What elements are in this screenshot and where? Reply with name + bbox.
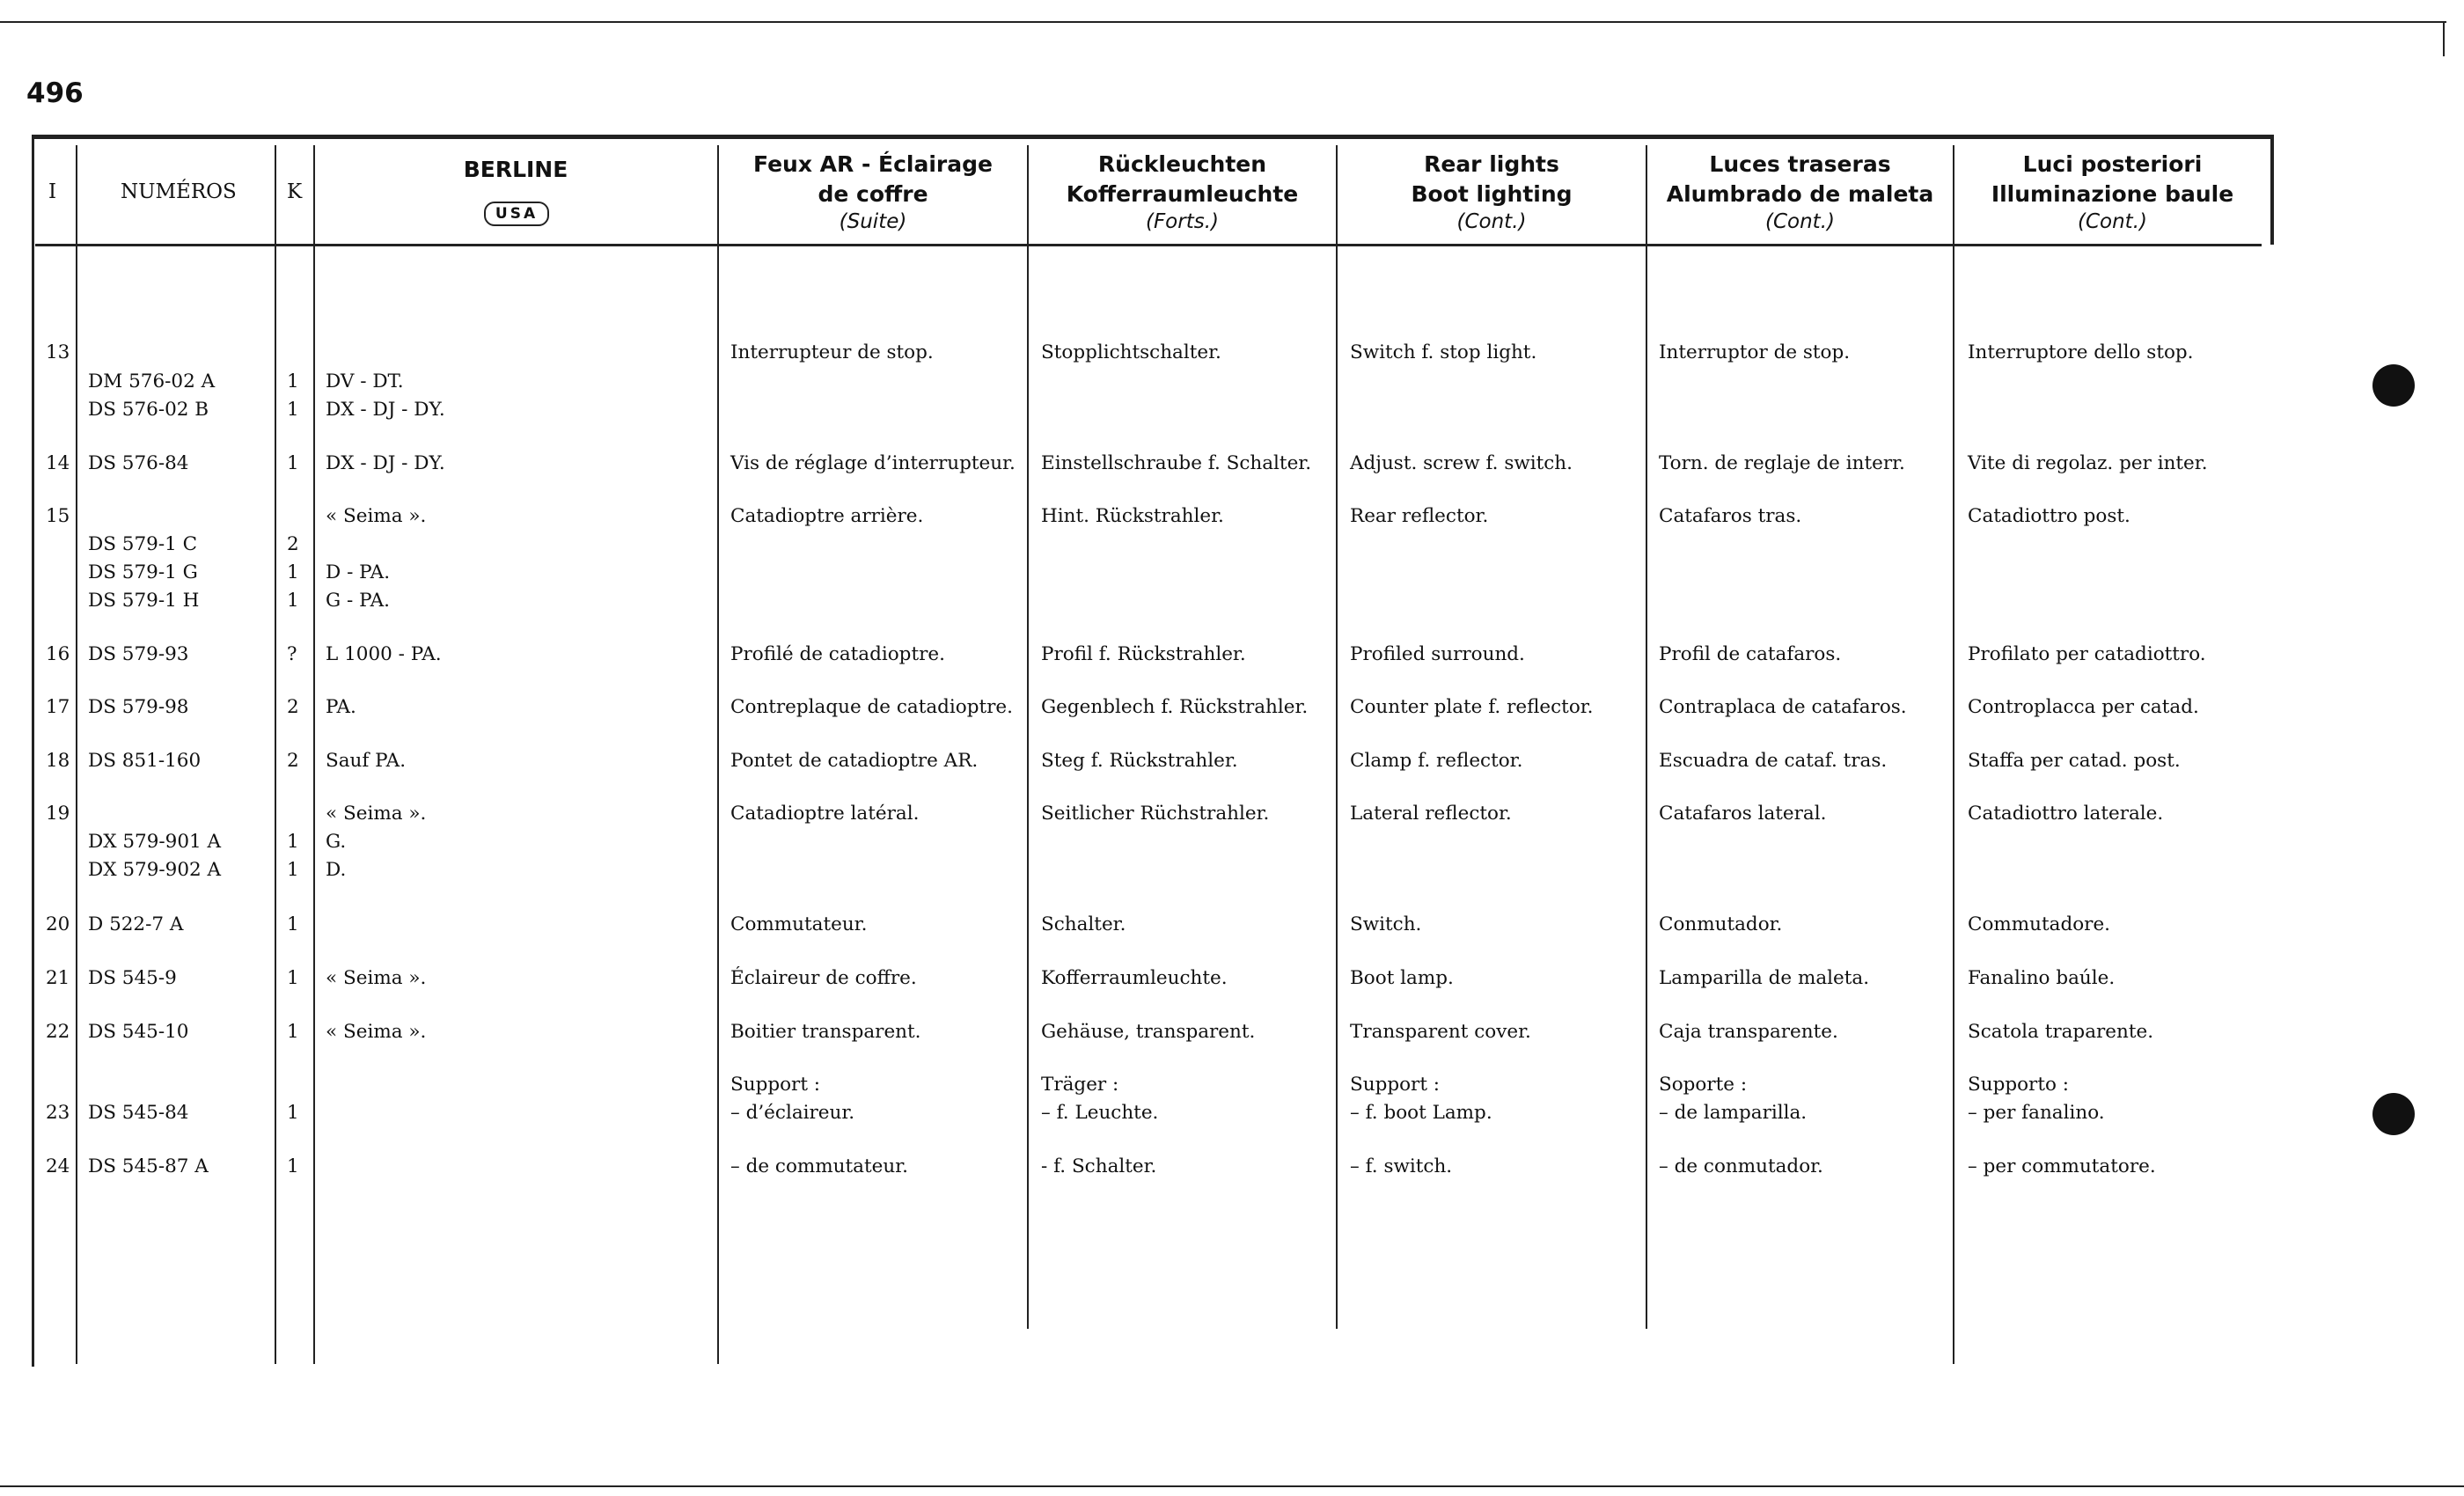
page-number: 496 [26, 77, 84, 109]
col-sep [76, 145, 77, 1364]
row-19-it: – per commutatore. [1968, 1155, 2156, 1177]
header-es-line1: Luces traseras [1709, 151, 1891, 177]
row-14-fr: Commutateur. [730, 913, 868, 935]
row-9-en: Counter plate f. reflector. [1350, 696, 1594, 718]
row-10-en: Clamp f. reflector. [1350, 750, 1523, 772]
row-0-i: 13 [46, 341, 70, 363]
row-12-k: 1 [287, 831, 299, 853]
row-16-i: 22 [46, 1021, 70, 1043]
header-it-line3: (Cont.) [2078, 210, 2147, 233]
row-9-i: 17 [46, 696, 70, 718]
row-4-de: Hint. Rückstrahler. [1041, 505, 1224, 527]
row-9-berline: PA. [326, 696, 356, 718]
row-10-fr: Pontet de catadioptre AR. [730, 750, 979, 772]
row-16-es: Caja transparente. [1659, 1021, 1838, 1043]
col-sep [1336, 145, 1338, 1329]
header-it-line2: Illuminazione baule [1991, 181, 2234, 207]
row-3-it: Vite di regolaz. per inter. [1968, 452, 2208, 474]
row-0-fr: Interrupteur de stop. [730, 341, 934, 363]
row-3-de: Einstellschraube f. Schalter. [1041, 452, 1312, 474]
row-8-fr: Profilé de catadioptre. [730, 643, 945, 665]
row-16-k: 1 [287, 1021, 299, 1043]
table-top-border [32, 135, 2274, 139]
row-9-fr: Contreplaque de catadioptre. [730, 696, 1013, 718]
row-16-num: DS 545-10 [88, 1021, 189, 1043]
header-numeros: NUMÉROS [121, 180, 237, 203]
row-15-fr: Éclaireur de coffre. [730, 967, 917, 989]
top-rule-end [2443, 23, 2445, 56]
binder-hole-mark [2372, 1093, 2415, 1135]
row-18-en: – f. boot Lamp. [1350, 1102, 1492, 1124]
row-0-es: Interruptor de stop. [1659, 341, 1851, 363]
header-de-line3: (Forts.) [1145, 210, 1219, 233]
header-k: K [287, 180, 303, 203]
header-fr-line2: de coffre [818, 181, 928, 207]
row-3-num: DS 576-84 [88, 452, 189, 474]
header-es-line3: (Cont.) [1765, 210, 1835, 233]
header-en-line2: Boot lighting [1411, 181, 1573, 207]
usa-badge: USA [484, 202, 549, 226]
table-right-border [2270, 135, 2274, 245]
row-0-en: Switch f. stop light. [1350, 341, 1537, 363]
row-3-es: Torn. de reglaje de interr. [1659, 452, 1905, 474]
row-16-en: Transparent cover. [1350, 1021, 1531, 1043]
row-6-num: DS 579-1 G [88, 561, 198, 583]
row-8-berline: L 1000 - PA. [326, 643, 442, 665]
col-sep [1027, 145, 1029, 1329]
row-11-es: Catafaros lateral. [1659, 803, 1827, 825]
header-es-line2: Alumbrado de maleta [1666, 181, 1934, 207]
row-6-berline: D - PA. [326, 561, 391, 583]
row-0-it: Interruptore dello stop. [1968, 341, 2194, 363]
row-14-it: Commutadore. [1968, 913, 2111, 935]
bottom-rule [0, 1485, 2464, 1487]
row-11-i: 19 [46, 803, 70, 825]
binder-hole-mark [2372, 364, 2415, 407]
header-de-line1: Rückleuchten [1097, 151, 1267, 177]
row-15-berline: « Seima ». [326, 967, 427, 989]
table-left-border [32, 139, 34, 1367]
row-14-en: Switch. [1350, 913, 1422, 935]
row-14-de: Schalter. [1041, 913, 1126, 935]
row-18-es: – de lamparilla. [1659, 1102, 1808, 1124]
row-11-it: Catadiottro laterale. [1968, 803, 2164, 825]
row-4-fr: Catadioptre arrière. [730, 505, 924, 527]
header-fr [719, 150, 1027, 234]
row-4-berline: « Seima ». [326, 505, 427, 527]
row-10-de: Steg f. Rückstrahler. [1041, 750, 1238, 772]
header-it-line1: Luci posteriori [2022, 151, 2203, 177]
row-18-it: – per fanalino. [1968, 1102, 2105, 1124]
row-8-it: Profilato per catadiottro. [1968, 643, 2206, 665]
row-17-de: Träger : [1041, 1074, 1119, 1096]
row-4-it: Catadiottro post. [1968, 505, 2130, 527]
row-14-i: 20 [46, 913, 70, 935]
row-2-berline: DX - DJ - DY. [326, 399, 445, 421]
row-15-k: 1 [287, 967, 299, 989]
row-8-i: 16 [46, 643, 70, 665]
header-fr-line1: Feux AR - Éclairage [753, 151, 993, 177]
row-7-k: 1 [287, 590, 299, 612]
row-16-it: Scatola traparente. [1968, 1021, 2154, 1043]
top-rule [0, 21, 2446, 23]
row-19-num: DS 545-87 A [88, 1155, 209, 1177]
header-es [1647, 150, 1953, 234]
row-19-fr: – de commutateur. [730, 1155, 908, 1177]
row-14-num: D 522-7 A [88, 913, 184, 935]
row-4-i: 15 [46, 505, 70, 527]
row-13-num: DX 579-902 A [88, 859, 222, 881]
row-9-de: Gegenblech f. Rückstrahler. [1041, 696, 1309, 718]
row-18-i: 23 [46, 1102, 70, 1124]
row-10-berline: Sauf PA. [326, 750, 407, 772]
row-9-num: DS 579-98 [88, 696, 189, 718]
row-9-es: Contraplaca de catafaros. [1659, 696, 1907, 718]
col-sep [313, 145, 315, 1364]
col-sep [275, 145, 276, 1364]
header-de [1029, 150, 1336, 234]
row-10-es: Escuadra de cataf. tras. [1659, 750, 1888, 772]
row-10-it: Staffa per catad. post. [1968, 750, 2181, 772]
row-9-k: 2 [287, 696, 299, 718]
row-5-num: DS 579-1 C [88, 533, 198, 555]
row-9-it: Controplacca per catad. [1968, 696, 2199, 718]
row-19-k: 1 [287, 1155, 299, 1177]
row-8-es: Profil de catafaros. [1659, 643, 1842, 665]
header-separator [35, 244, 2262, 246]
header-fr-line3: (Suite) [839, 210, 907, 233]
row-13-berline: D. [326, 859, 347, 881]
row-11-berline: « Seima ». [326, 803, 427, 825]
row-6-k: 1 [287, 561, 299, 583]
col-sep [1646, 145, 1647, 1329]
row-3-k: 1 [287, 452, 299, 474]
row-12-num: DX 579-901 A [88, 831, 222, 853]
header-en-line1: Rear lights [1424, 151, 1559, 177]
row-17-fr: Support : [730, 1074, 821, 1096]
row-4-es: Catafaros tras. [1659, 505, 1802, 527]
row-19-es: – de conmutador. [1659, 1155, 1823, 1177]
row-8-en: Profiled surround. [1350, 643, 1525, 665]
row-3-fr: Vis de réglage d’interrupteur. [730, 452, 1016, 474]
row-16-de: Gehäuse, transparent. [1041, 1021, 1256, 1043]
row-2-num: DS 576-02 B [88, 399, 209, 421]
row-15-num: DS 545-9 [88, 967, 177, 989]
row-4-en: Rear reflector. [1350, 505, 1489, 527]
row-3-en: Adjust. screw f. switch. [1350, 452, 1573, 474]
header-it [1954, 150, 2270, 234]
row-11-de: Seitlicher Rüchstrahler. [1041, 803, 1270, 825]
header-berline [315, 155, 716, 185]
row-14-k: 1 [287, 913, 299, 935]
row-17-es: Soporte : [1659, 1074, 1748, 1096]
row-12-berline: G. [326, 831, 347, 853]
row-15-en: Boot lamp. [1350, 967, 1454, 989]
row-1-k: 1 [287, 370, 299, 392]
row-10-k: 2 [287, 750, 299, 772]
row-10-i: 18 [46, 750, 70, 772]
header-en-line3: (Cont.) [1456, 210, 1527, 233]
row-16-fr: Boitier transparent. [730, 1021, 921, 1043]
row-14-es: Conmutador. [1659, 913, 1783, 935]
row-19-en: – f. switch. [1350, 1155, 1453, 1177]
row-7-berline: G - PA. [326, 590, 390, 612]
row-1-num: DM 576-02 A [88, 370, 216, 392]
row-7-num: DS 579-1 H [88, 590, 200, 612]
row-16-berline: « Seima ». [326, 1021, 427, 1043]
row-3-berline: DX - DJ - DY. [326, 452, 445, 474]
row-3-i: 14 [46, 452, 70, 474]
row-2-k: 1 [287, 399, 299, 421]
row-18-fr: – d’éclaireur. [730, 1102, 855, 1124]
row-15-es: Lamparilla de maleta. [1659, 967, 1870, 989]
row-15-it: Fanalino baúle. [1968, 967, 2116, 989]
row-18-de: – f. Leuchte. [1041, 1102, 1159, 1124]
row-17-it: Supporto : [1968, 1074, 2069, 1096]
row-15-de: Kofferraumleuchte. [1041, 967, 1228, 989]
row-1-berline: DV - DT. [326, 370, 404, 392]
row-18-num: DS 545-84 [88, 1102, 189, 1124]
row-15-i: 21 [46, 967, 70, 989]
row-8-de: Profil f. Rückstrahler. [1041, 643, 1246, 665]
row-10-num: DS 851-160 [88, 750, 202, 772]
row-11-fr: Catadioptre latéral. [730, 803, 920, 825]
row-11-en: Lateral reflector. [1350, 803, 1512, 825]
row-19-i: 24 [46, 1155, 70, 1177]
row-13-k: 1 [287, 859, 299, 881]
header-de-line2: Kofferraumleuchte [1066, 181, 1299, 207]
col-sep [1953, 145, 1954, 1364]
header-en [1338, 150, 1646, 234]
row-8-k: ? [287, 643, 297, 665]
row-0-de: Stopplichtschalter. [1041, 341, 1221, 363]
row-19-de: - f. Schalter. [1041, 1155, 1157, 1177]
row-18-k: 1 [287, 1102, 299, 1124]
row-17-en: Support : [1350, 1074, 1441, 1096]
header-berline-title: BERLINE [463, 157, 568, 182]
row-8-num: DS 579-93 [88, 643, 189, 665]
row-5-k: 2 [287, 533, 299, 555]
header-i: I [48, 180, 57, 203]
col-sep [717, 145, 719, 1364]
